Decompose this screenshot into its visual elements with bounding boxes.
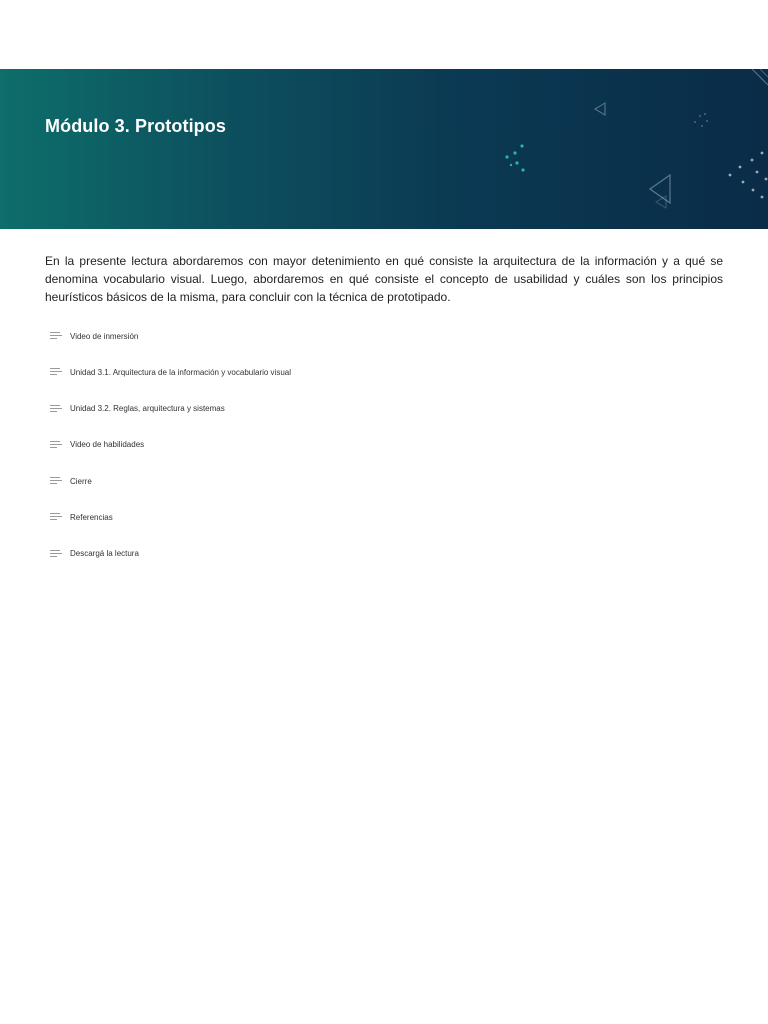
toc-item-descarga-lectura[interactable] <box>45 544 645 564</box>
page-title: Módulo 3. Prototipos <box>45 116 226 136</box>
list-icon <box>49 330 63 342</box>
toc-item-unidad-3-1[interactable] <box>45 362 645 382</box>
list-icon <box>49 475 63 487</box>
toc-item-label: Video de habilidades <box>70 440 145 450</box>
table-of-contents <box>45 326 645 580</box>
toc-item-video-habilidades[interactable] <box>45 435 645 455</box>
toc-item-video-inmersion[interactable] <box>45 326 645 346</box>
toc-item-label: Cierre <box>70 476 92 486</box>
list-icon <box>49 366 63 378</box>
list-icon <box>49 403 63 415</box>
toc-item-label: Unidad 3.1. Arquitectura de la información y vocabulario visual <box>70 367 292 377</box>
list-icon <box>49 511 63 523</box>
list-icon <box>49 439 63 451</box>
toc-item-label: Video de inmersión <box>70 331 139 341</box>
intro-paragraph: En la presente lectura abordaremos con mayor detenimiento en qué consiste la arquitectura de la información y a qué se denomina vocabulario visual. Luego, abordaremos en qué consiste el concepto de usabilidad y cuáles son los principios heurísticos básicos de la misma, para concluir con la técnica de prototipado. <box>45 254 723 304</box>
toc-item-label: Unidad 3.2. Reglas, arquitectura y sistemas <box>70 404 225 414</box>
toc-item-referencias[interactable] <box>45 507 645 527</box>
module-header-banner <box>0 69 768 229</box>
toc-item-unidad-3-2[interactable] <box>45 399 645 419</box>
decorative-pattern <box>0 69 768 229</box>
list-icon <box>49 548 63 560</box>
toc-item-label: Referencias <box>70 512 113 522</box>
toc-item-cierre[interactable] <box>45 471 645 491</box>
toc-item-label: Descargá la lectura <box>70 549 139 559</box>
